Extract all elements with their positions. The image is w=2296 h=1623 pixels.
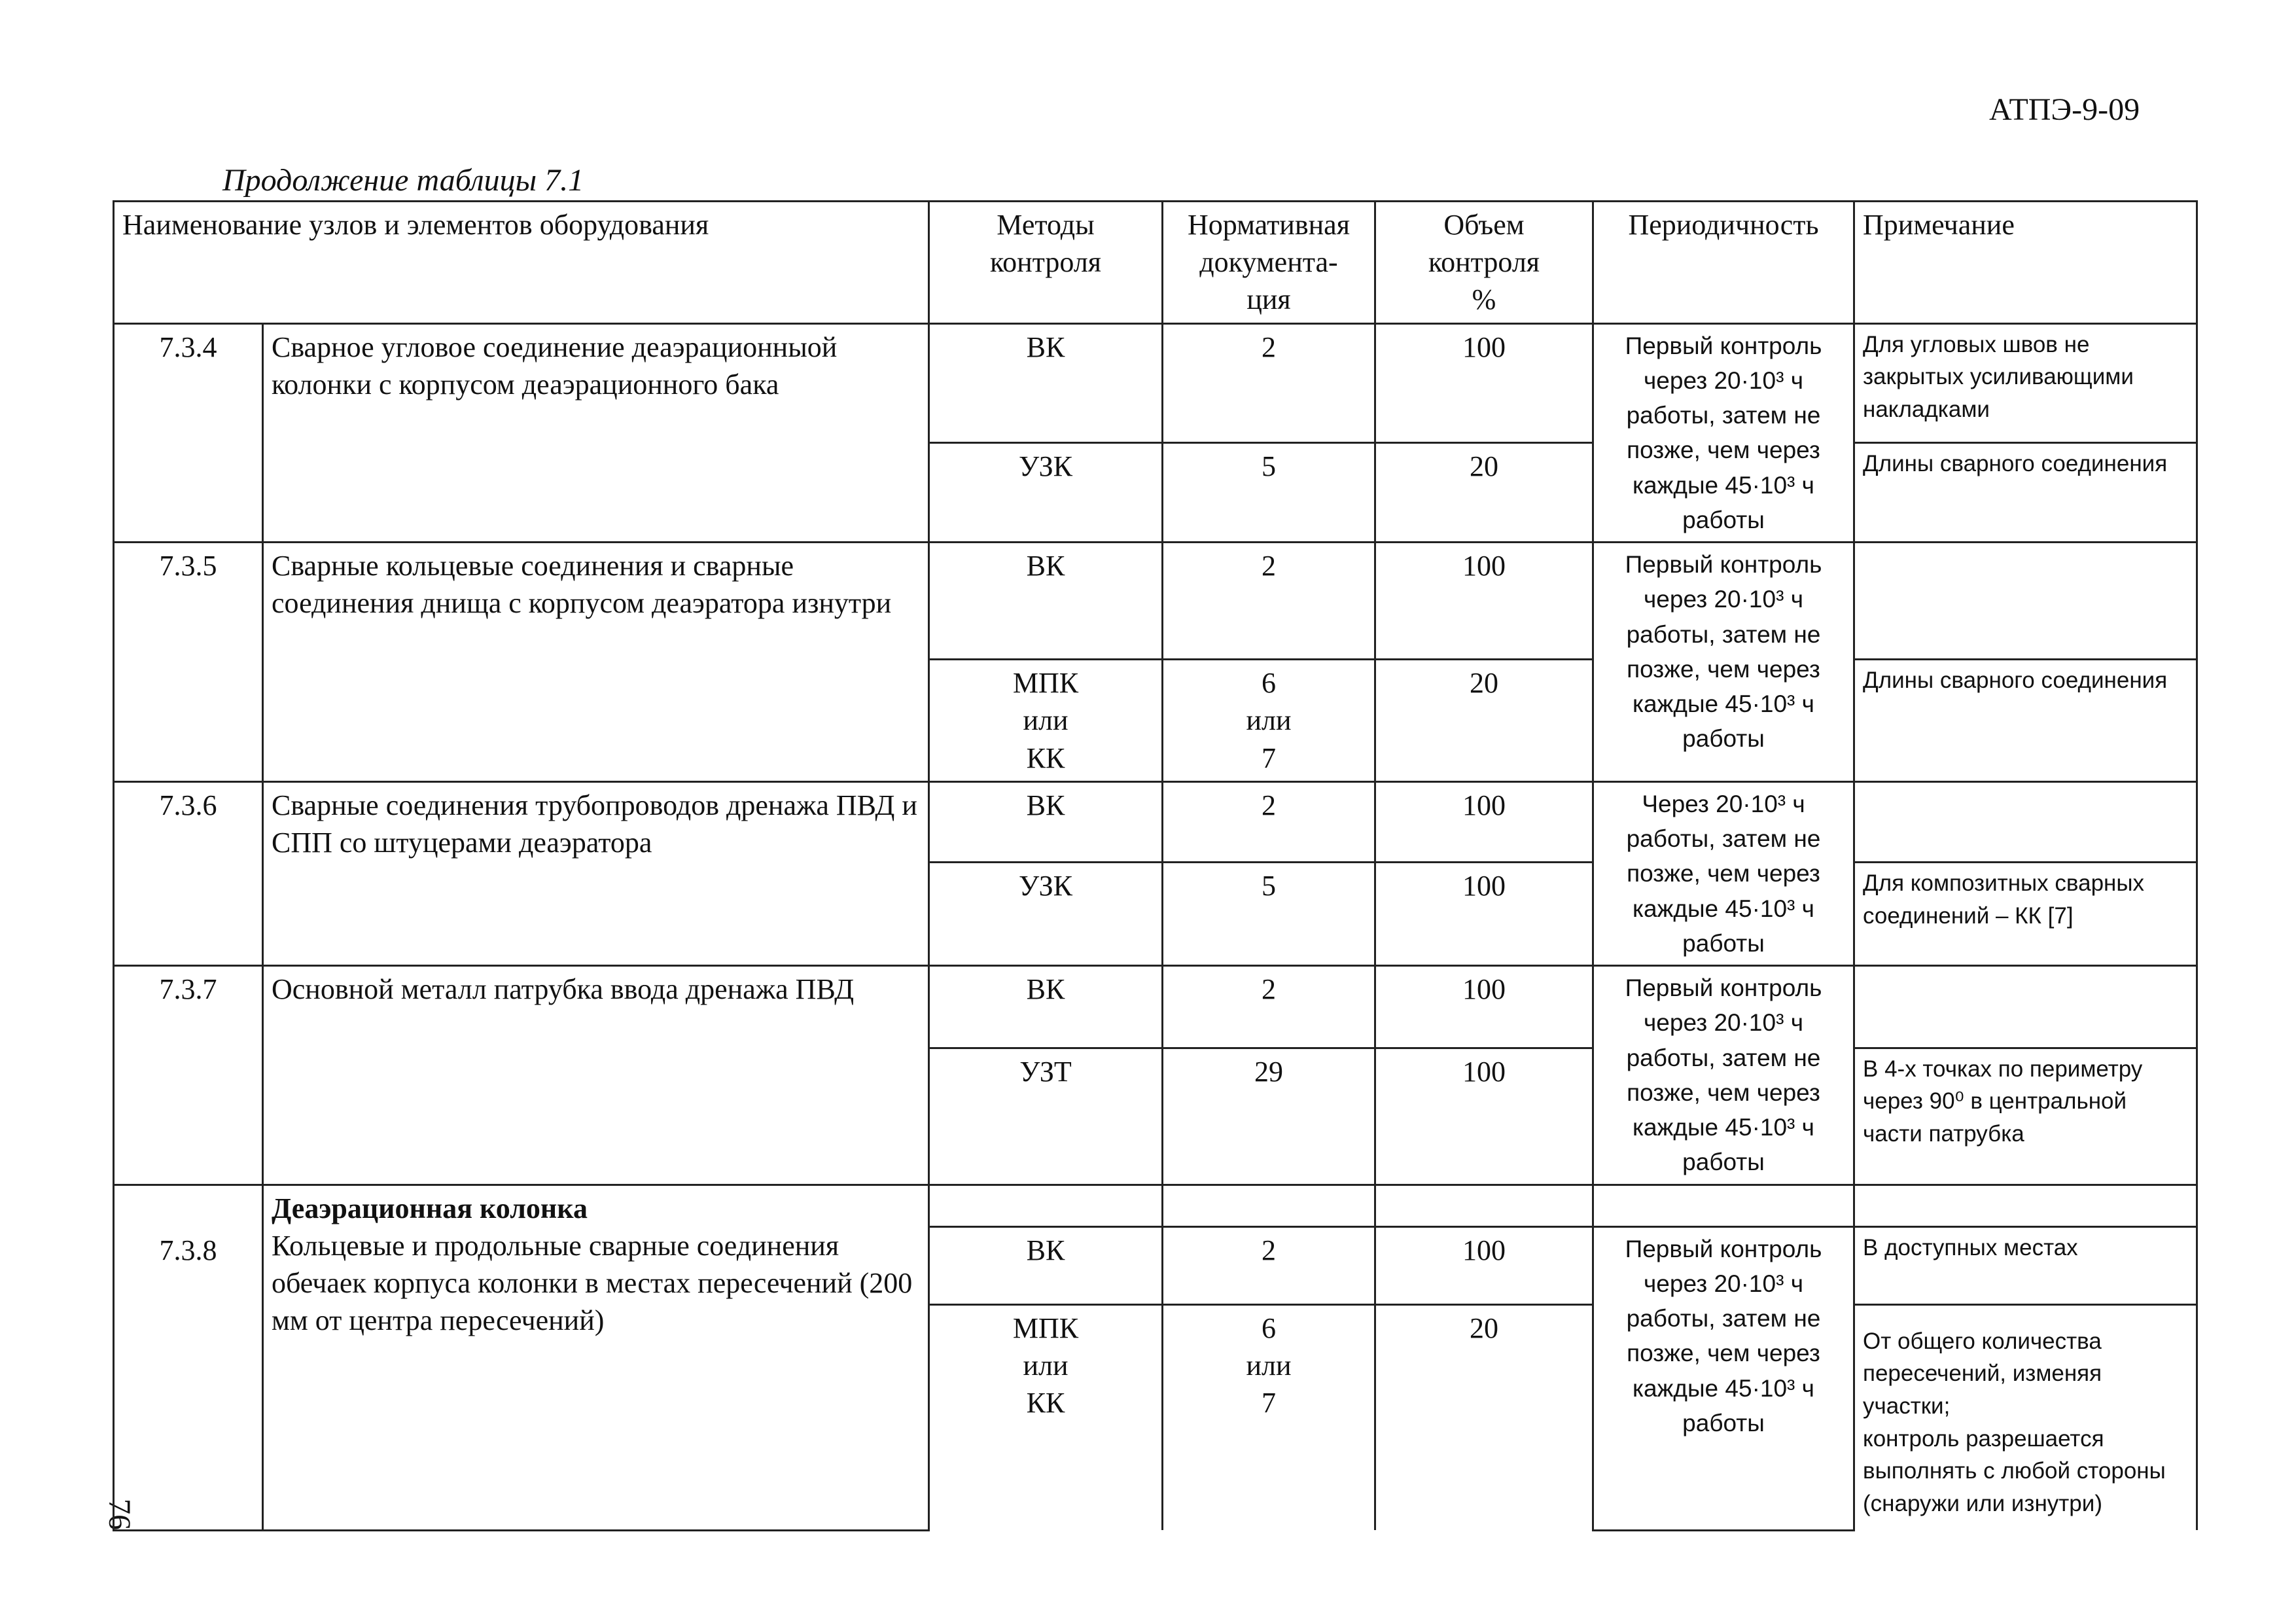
method-cell: МПК или КК bbox=[929, 660, 1163, 782]
row-number: 7.3.6 bbox=[114, 781, 263, 965]
table-row bbox=[114, 323, 2197, 443]
row-name: Сварные соединения трубопроводов дренажа ПВД и СПП со штуцерами деаэратора bbox=[263, 781, 929, 965]
period-cell: Первый контроль через 20·10³ ч работы, затем не позже, чем через каждые 45·10³ ч работы bbox=[1593, 323, 1854, 543]
note-cell bbox=[1854, 781, 2197, 862]
row-name-cell bbox=[263, 1185, 929, 1530]
volume-cell: 100 bbox=[1375, 323, 1593, 443]
row-number: 7.3.8 bbox=[114, 1185, 263, 1530]
period-cell: Через 20·10³ ч работы, затем не позже, чем через каждые 45·10³ ч работы bbox=[1593, 781, 1854, 965]
method-cell: УЗК bbox=[929, 443, 1163, 543]
volume-cell: 100 bbox=[1375, 863, 1593, 966]
table-row bbox=[114, 966, 2197, 1048]
header-volume: Объем контроля % bbox=[1375, 202, 1593, 324]
note-cell: В доступных местах bbox=[1854, 1226, 2197, 1304]
note-cell: Для угловых швов не закрытых усиливающими накладками bbox=[1854, 323, 2197, 443]
header-methods: Методы контроля bbox=[929, 202, 1163, 324]
method-cell: ВК bbox=[929, 323, 1163, 443]
volume-cell bbox=[1375, 1185, 1593, 1226]
period-cell: Первый контроль через 20·10³ ч работы, затем не позже, чем через каждые 45·10³ ч работы bbox=[1593, 543, 1854, 782]
table-row bbox=[114, 781, 2197, 862]
method-cell: ВК bbox=[929, 781, 1163, 862]
period-cell: Первый контроль через 20·10³ ч работы, затем не позже, чем через каждые 45·10³ ч работы bbox=[1593, 1226, 1854, 1530]
method-cell: УЗТ bbox=[929, 1048, 1163, 1185]
volume-cell: 100 bbox=[1375, 1226, 1593, 1304]
doc-cell bbox=[1163, 1185, 1375, 1226]
note-cell bbox=[1854, 543, 2197, 660]
table-row bbox=[114, 543, 2197, 660]
method-cell: ВК bbox=[929, 966, 1163, 1048]
note-cell: Для композитных сварных соединений – КК [7] bbox=[1854, 863, 2197, 966]
period-cell: Первый контроль через 20·10³ ч работы, затем не позже, чем через каждые 45·10³ ч работы bbox=[1593, 966, 1854, 1185]
note-cell: От общего количества пересечений, изменяя участки; контроль разрешается выполнять с любой стороны (снаружи или изнутри) bbox=[1854, 1304, 2197, 1530]
row-name: Основной металл патрубка ввода дренажа ПВД bbox=[263, 966, 929, 1185]
doc-cell: 6 или 7 bbox=[1163, 660, 1375, 782]
header-row bbox=[114, 202, 2197, 324]
doc-cell: 2 bbox=[1163, 543, 1375, 660]
doc-cell: 5 bbox=[1163, 443, 1375, 543]
section-row bbox=[114, 1185, 2197, 1226]
row-name: Сварные кольцевые соединения и сварные соединения днища с корпусом деаэратора изнутри bbox=[263, 543, 929, 782]
period-cell bbox=[1593, 1185, 1854, 1226]
doc-cell: 5 bbox=[1163, 863, 1375, 966]
doc-cell: 6 или 7 bbox=[1163, 1304, 1375, 1530]
header-name: Наименование узлов и элементов оборудования bbox=[114, 202, 929, 324]
volume-cell: 20 bbox=[1375, 443, 1593, 543]
volume-cell: 100 bbox=[1375, 1048, 1593, 1185]
note-cell: В 4-х точках по периметру через 90⁰ в центральной части патрубка bbox=[1854, 1048, 2197, 1185]
method-cell: ВК bbox=[929, 543, 1163, 660]
note-cell bbox=[1854, 1185, 2197, 1226]
page-number: 76 bbox=[102, 1499, 137, 1530]
doc-cell: 2 bbox=[1163, 781, 1375, 862]
method-cell: УЗК bbox=[929, 863, 1163, 966]
note-cell bbox=[1854, 966, 2197, 1048]
row-name: Кольцевые и продольные сварные соединения обечаек корпуса колонки в местах пересечений (200 мм от центра пересечений) bbox=[272, 1229, 913, 1337]
volume-cell: 20 bbox=[1375, 1304, 1593, 1530]
row-number: 7.3.7 bbox=[114, 966, 263, 1185]
doc-cell: 29 bbox=[1163, 1048, 1375, 1185]
document-code: АТПЭ-9-09 bbox=[1989, 92, 2140, 127]
method-cell: ВК bbox=[929, 1226, 1163, 1304]
header-note: Примечание bbox=[1854, 202, 2197, 324]
method-cell bbox=[929, 1185, 1163, 1226]
section-title: Деаэрационная колонка bbox=[272, 1192, 588, 1224]
volume-cell: 100 bbox=[1375, 966, 1593, 1048]
volume-cell: 20 bbox=[1375, 660, 1593, 782]
note-cell: Длины сварного соединения bbox=[1854, 443, 2197, 543]
row-number: 7.3.4 bbox=[114, 323, 263, 543]
row-number: 7.3.5 bbox=[114, 543, 263, 782]
table-caption: Продолжение таблицы 7.1 bbox=[222, 163, 584, 198]
header-period: Периодичность bbox=[1593, 202, 1854, 324]
doc-cell: 2 bbox=[1163, 323, 1375, 443]
volume-cell: 100 bbox=[1375, 543, 1593, 660]
doc-cell: 2 bbox=[1163, 966, 1375, 1048]
note-cell: Длины сварного соединения bbox=[1854, 660, 2197, 782]
doc-cell: 2 bbox=[1163, 1226, 1375, 1304]
method-cell: МПК или КК bbox=[929, 1304, 1163, 1530]
header-docs: Нормативная документа- ция bbox=[1163, 202, 1375, 324]
row-name: Сварное угловое соединение деаэрационныой колонки с корпусом деаэрационного бака bbox=[263, 323, 929, 543]
inspection-table bbox=[113, 200, 2198, 1531]
volume-cell: 100 bbox=[1375, 781, 1593, 862]
